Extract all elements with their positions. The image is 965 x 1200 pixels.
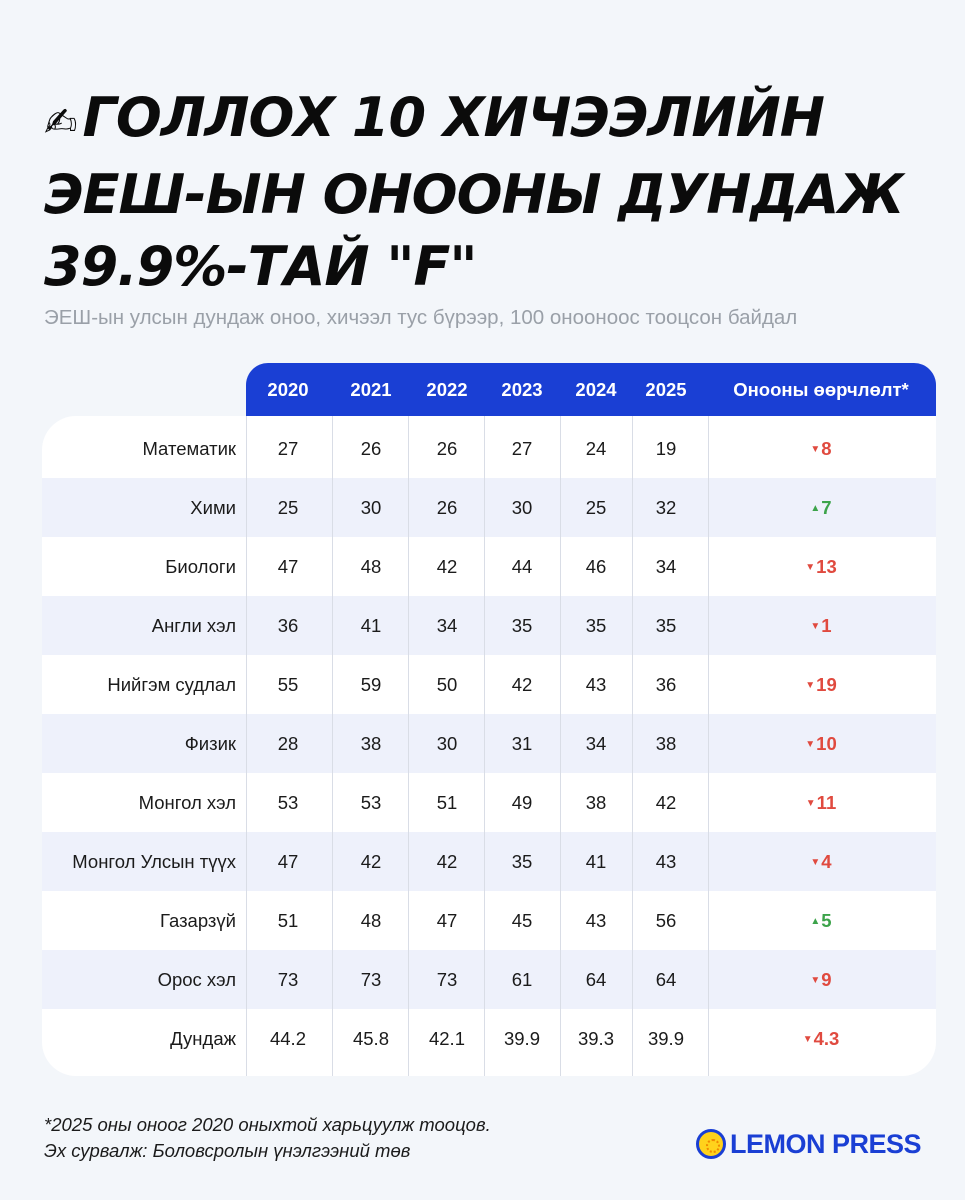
score-cell-2021: 30 <box>360 497 382 518</box>
lemon-icon <box>696 1129 726 1159</box>
score-cell-2023: 61 <box>511 969 533 990</box>
subject-label: Монгол Улсын түүх <box>72 851 236 872</box>
score-cell-2024: 41 <box>585 851 607 872</box>
title-line-2: ЭЕШ-ЫН ОНООНЫ ДУНДАЖ <box>44 163 904 226</box>
score-cell-2020: 25 <box>277 497 299 518</box>
column-header-2022: 2022 <box>426 379 468 400</box>
score-cell-2022: 42 <box>436 556 458 577</box>
score-cell-2023: 42 <box>511 674 533 695</box>
score-cell-2023: 31 <box>511 733 533 754</box>
score-cell-2024: 43 <box>585 910 607 931</box>
table-row <box>42 891 936 950</box>
change-cell <box>708 537 934 596</box>
score-cell-2025: 38 <box>655 733 677 754</box>
change-value: 4 <box>821 851 832 872</box>
column-header-2020: 2020 <box>267 379 309 400</box>
score-cell-2020: 55 <box>277 674 299 695</box>
score-cell-2022: 26 <box>436 438 458 459</box>
change-value: 4.3 <box>813 1028 840 1049</box>
triangle-down-icon: ▼ <box>805 680 816 691</box>
table-row <box>42 773 936 832</box>
score-cell-2020: 47 <box>277 851 299 872</box>
score-cell-2024: 35 <box>585 615 607 636</box>
table-row <box>42 478 936 537</box>
score-cell-2022: 47 <box>436 910 458 931</box>
subject-label: Монгол хэл <box>138 792 236 813</box>
triangle-down-icon: ▼ <box>810 975 821 986</box>
triangle-down-icon: ▼ <box>805 739 816 750</box>
table-row <box>42 950 936 1009</box>
column-divider <box>484 416 485 1076</box>
score-cell-2023: 30 <box>511 497 533 518</box>
triangle-down-icon: ▼ <box>810 444 821 455</box>
change-value: 5 <box>821 910 832 931</box>
column-header-change: Онооны өөрчлөлт* <box>733 379 909 400</box>
change-value: 19 <box>816 674 837 695</box>
column-header-2021: 2021 <box>350 379 392 400</box>
score-cell-2025: 64 <box>655 969 677 990</box>
score-cell-2024: 46 <box>585 556 607 577</box>
triangle-down-icon: ▼ <box>810 857 821 868</box>
score-cell-2024: 39.3 <box>577 1028 614 1049</box>
subtitle: ЭЕШ-ын улсын дундаж оноо, хичээл тус бүрээр, 100 онооноос тооцсон байдал <box>44 306 798 329</box>
score-cell-2021: 26 <box>360 438 382 459</box>
change-cell <box>708 596 934 655</box>
title-line-3: 39.9%-ТАЙ "F" <box>44 235 477 298</box>
triangle-down-icon: ▼ <box>805 562 816 573</box>
score-cell-2025: 56 <box>655 910 677 931</box>
score-cell-2021: 45.8 <box>352 1028 389 1049</box>
score-cell-2020: 53 <box>277 792 299 813</box>
writing-hand-icon: ✍ <box>44 100 77 146</box>
score-cell-2022: 26 <box>436 497 458 518</box>
triangle-up-icon: ▲ <box>810 916 821 927</box>
score-cell-2023: 45 <box>511 910 533 931</box>
score-cell-2021: 53 <box>360 792 382 813</box>
score-cell-2025: 35 <box>655 615 677 636</box>
score-cell-2022: 73 <box>436 969 458 990</box>
change-cell <box>708 419 934 478</box>
table-row <box>42 1009 936 1068</box>
subject-label: Англи хэл <box>151 615 236 636</box>
score-cell-2022: 50 <box>436 674 458 695</box>
score-cell-2020: 73 <box>277 969 299 990</box>
column-divider <box>560 416 561 1076</box>
change-cell <box>708 773 934 832</box>
score-cell-2022: 30 <box>436 733 458 754</box>
table-row <box>42 419 936 478</box>
change-cell <box>708 655 934 714</box>
column-divider <box>632 416 633 1076</box>
score-cell-2021: 48 <box>360 910 382 931</box>
score-cell-2025: 39.9 <box>647 1028 684 1049</box>
score-cell-2024: 43 <box>585 674 607 695</box>
column-header-2025: 2025 <box>645 379 687 400</box>
table-row <box>42 832 936 891</box>
table-row <box>42 655 936 714</box>
score-cell-2023: 44 <box>511 556 533 577</box>
score-cell-2020: 28 <box>277 733 299 754</box>
change-cell <box>708 832 934 891</box>
change-value: 13 <box>816 556 837 577</box>
column-divider <box>708 416 709 1076</box>
score-cell-2023: 27 <box>511 438 533 459</box>
change-value: 1 <box>821 615 832 636</box>
subject-label: Биологи <box>165 556 236 577</box>
score-cell-2021: 59 <box>360 674 382 695</box>
score-cell-2021: 38 <box>360 733 382 754</box>
table-row <box>42 537 936 596</box>
score-cell-2025: 43 <box>655 851 677 872</box>
change-value: 7 <box>821 497 832 518</box>
score-cell-2025: 36 <box>655 674 677 695</box>
score-cell-2021: 73 <box>360 969 382 990</box>
change-value: 9 <box>821 969 832 990</box>
column-divider <box>408 416 409 1076</box>
score-cell-2020: 36 <box>277 615 299 636</box>
subject-label: Физик <box>184 733 236 754</box>
footnote-note: *2025 оны оноог 2020 оныхтой харьцуулж тооцов. <box>44 1114 491 1135</box>
score-cell-2022: 42.1 <box>428 1028 465 1049</box>
score-cell-2023: 35 <box>511 615 533 636</box>
triangle-down-icon: ▼ <box>805 798 816 809</box>
triangle-up-icon: ▲ <box>810 503 821 514</box>
logo-text: LEMON PRESS <box>730 1128 922 1159</box>
subject-label: Математик <box>142 438 236 459</box>
column-header-2023: 2023 <box>501 379 543 400</box>
score-cell-2024: 25 <box>585 497 607 518</box>
score-cell-2021: 48 <box>360 556 382 577</box>
score-cell-2022: 34 <box>436 615 458 636</box>
title-line-1: ✍ ГОЛЛОХ 10 ХИЧЭЭЛИЙН <box>44 86 824 149</box>
score-cell-2020: 47 <box>277 556 299 577</box>
subject-label: Газарзүй <box>160 910 236 931</box>
change-cell <box>708 478 934 537</box>
score-cell-2023: 39.9 <box>503 1028 540 1049</box>
column-header-2024: 2024 <box>575 379 617 400</box>
subject-label: Нийгэм судлал <box>107 674 236 695</box>
footnote <box>44 1112 491 1164</box>
page-title <box>44 82 944 303</box>
subject-label: Орос хэл <box>157 969 236 990</box>
change-value: 11 <box>816 792 837 813</box>
change-value: 8 <box>821 438 832 459</box>
change-cell <box>708 950 934 1009</box>
change-cell <box>708 714 934 773</box>
score-cell-2020: 27 <box>277 438 299 459</box>
score-cell-2025: 32 <box>655 497 677 518</box>
table-row <box>42 596 936 655</box>
subject-label: Дундаж <box>170 1028 236 1049</box>
score-cell-2024: 34 <box>585 733 607 754</box>
score-cell-2025: 34 <box>655 556 677 577</box>
change-cell <box>708 891 934 950</box>
column-divider <box>246 416 247 1076</box>
score-cell-2020: 51 <box>277 910 299 931</box>
score-cell-2023: 49 <box>511 792 533 813</box>
change-cell <box>708 1009 934 1068</box>
score-cell-2024: 24 <box>585 438 607 459</box>
table-row <box>42 714 936 773</box>
score-cell-2021: 42 <box>360 851 382 872</box>
score-cell-2020: 44.2 <box>269 1028 306 1049</box>
column-divider <box>332 416 333 1076</box>
footnote-source: Эх сурвалж: Боловсролын үнэлгээний төв <box>44 1140 411 1161</box>
triangle-down-icon: ▼ <box>802 1034 813 1045</box>
score-cell-2024: 64 <box>585 969 607 990</box>
score-cell-2023: 35 <box>511 851 533 872</box>
score-cell-2025: 42 <box>655 792 677 813</box>
score-cell-2024: 38 <box>585 792 607 813</box>
triangle-down-icon: ▼ <box>810 621 821 632</box>
score-cell-2025: 19 <box>655 438 677 459</box>
change-value: 10 <box>816 733 837 754</box>
score-cell-2021: 41 <box>360 615 382 636</box>
score-cell-2022: 51 <box>436 792 458 813</box>
subject-label: Хими <box>190 497 236 518</box>
score-cell-2022: 42 <box>436 851 458 872</box>
lemon-press-logo <box>696 1126 921 1162</box>
